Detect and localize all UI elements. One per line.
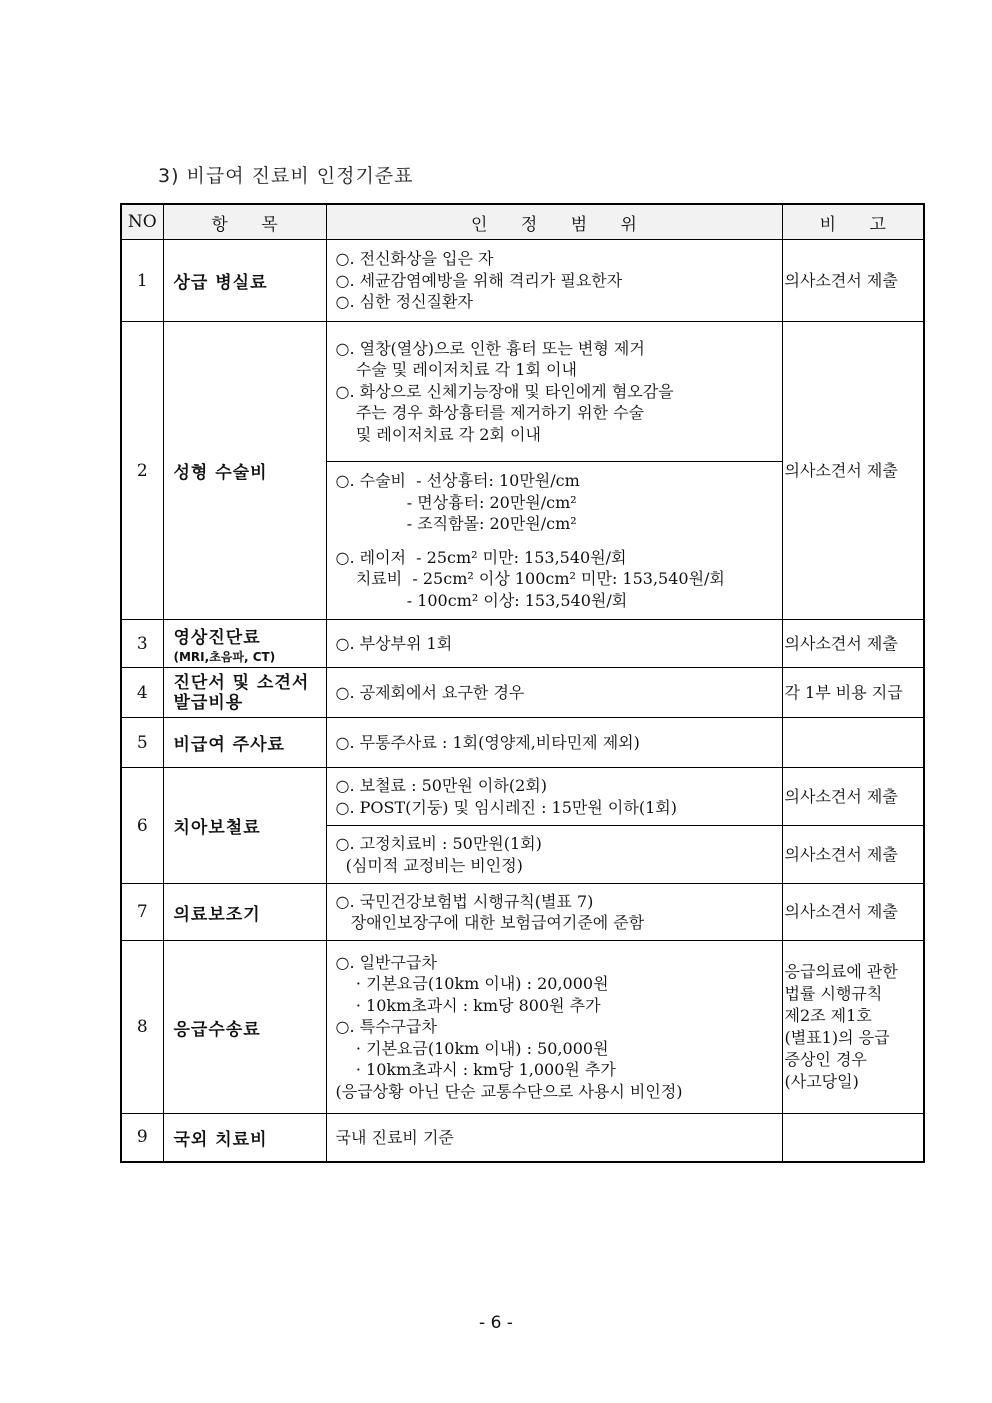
scope-line: 치료비 - 25cm² 이상 100cm² 미만: 153,540원/회 — [335, 569, 725, 588]
scope-line: 수술 및 레이저치료 각 1회 이내 — [335, 360, 577, 380]
row-note: 의사소견서 제출 — [782, 322, 924, 620]
table-row — [121, 240, 924, 322]
scope-line: ○. 특수구급차 — [335, 1017, 437, 1037]
scope-line: ○. 레이저 - 25cm² 미만: 153,540원/회 — [335, 547, 627, 567]
header-note: 비 고 — [782, 204, 924, 240]
row-scope-prosthesis — [326, 768, 782, 826]
scope-line: ○. 세균감염예방을 위해 격리가 필요한자 — [335, 270, 623, 290]
scope-line: ○. 무통주사료 : 1회(영양제,비타민제 제외) — [335, 732, 640, 752]
row-note: 의사소견서 제출 — [782, 768, 924, 826]
scope-spacer — [336, 535, 782, 547]
row-item: 진단서 및 소견서 발급비용 — [163, 668, 326, 718]
row-scope — [326, 884, 782, 941]
table-row — [121, 1114, 924, 1162]
row-no: 4 — [121, 668, 163, 718]
scope-line: ○. 일반구급차 — [335, 952, 437, 972]
scope-line: - 조직함몰: 20만원/cm² — [335, 514, 577, 533]
scope-line: ○. 수술비 - 선상흉터: 10만원/cm — [335, 471, 580, 490]
scope-line: · 기본요금(10km 이내) : 20,000원 — [335, 974, 609, 994]
row-no: 7 — [121, 884, 163, 941]
scope-line: (심미적 교정비는 비인정) — [335, 855, 523, 875]
scope-line: ○. 국민건강보험법 시행규칙(별표 7) — [335, 891, 594, 911]
row-note: 의사소견서 제출 — [782, 826, 924, 884]
scope-line: ○. 보철료 : 50만원 이하(2회) — [335, 776, 547, 795]
header-scope: 인 정 범 위 — [326, 204, 782, 240]
table-row — [121, 718, 924, 768]
table-row — [121, 884, 924, 941]
row-scope-surgery-fees — [326, 462, 782, 620]
row-item: 치아보철료 — [163, 768, 326, 884]
scope-line: 및 레이저치료 각 2회 이내 — [335, 424, 541, 444]
note-line: 제2조 제1호 — [784, 1006, 872, 1025]
row-note: 의사소견서 제출 — [782, 884, 924, 941]
scope-line: ○. 화상으로 신체기능장애 및 타인에게 혐오감을 — [335, 381, 674, 401]
table-row — [121, 322, 924, 462]
row-note — [782, 941, 924, 1114]
row-item: 비급여 주사료 — [163, 718, 326, 768]
header-item: 항 목 — [163, 204, 326, 240]
row-scope — [326, 1114, 782, 1162]
scope-line: ○. 공제회에서 요구한 경우 — [335, 682, 525, 702]
row-note: 의사소견서 제출 — [782, 620, 924, 668]
scope-line: · 기본요금(10km 이내) : 50,000원 — [335, 1038, 609, 1058]
scope-line: ○. 부상부위 1회 — [335, 633, 453, 653]
scope-line: · 10km초과시 : km당 800원 추가 — [335, 995, 601, 1015]
table-row — [121, 620, 924, 668]
scope-line: ○. 고정치료비 : 50만원(1회) — [335, 834, 542, 853]
header-no: NO — [121, 204, 163, 240]
row-item: 국외 치료비 — [163, 1114, 326, 1162]
row-scope — [326, 718, 782, 768]
table-header-row — [121, 204, 924, 240]
scope-line: - 면상흉터: 20만원/cm² — [335, 492, 577, 512]
note-line: 증상인 경우 — [784, 1050, 867, 1069]
scope-line: ○. 열창(열상)으로 인한 흉터 또는 변형 제거 — [335, 338, 645, 358]
note-line: (사고당일) — [784, 1072, 859, 1091]
scope-line: (응급상황 아닌 단순 교통수단으로 사용시 비인정) — [335, 1081, 683, 1101]
row-no: 2 — [121, 322, 163, 620]
scope-line: 국내 진료비 기준 — [335, 1127, 454, 1147]
non-covered-criteria-table — [120, 203, 925, 1163]
row-note — [782, 718, 924, 768]
scope-line: · 10km초과시 : km당 1,000원 추가 — [335, 1060, 616, 1080]
scope-line: - 100cm² 이상: 153,540원/회 — [335, 590, 628, 610]
table-row — [121, 768, 924, 826]
scope-line: 장애인보장구에 대한 보험급여기준에 준함 — [335, 913, 645, 932]
row-no: 1 — [121, 240, 163, 322]
row-no: 9 — [121, 1114, 163, 1162]
row-no: 6 — [121, 768, 163, 884]
scope-line: ○. POST(기둥) 및 임시레진 : 15만원 이하(1회) — [335, 797, 677, 817]
note-line: 법률 시행규칙 — [784, 984, 883, 1003]
row-no: 3 — [121, 620, 163, 668]
note-line: 응급의료에 관한 — [784, 962, 898, 981]
row-scope — [326, 240, 782, 322]
row-scope-surgery-criteria — [326, 322, 782, 462]
row-item: 성형 수술비 — [163, 322, 326, 620]
row-scope — [326, 941, 782, 1114]
row-no: 5 — [121, 718, 163, 768]
row-note — [782, 1114, 924, 1162]
scope-line: 주는 경우 화상흉터를 제거하기 위한 수술 — [335, 403, 645, 423]
item-sublabel: (MRI,초음파, CT) — [173, 649, 276, 664]
row-scope — [326, 620, 782, 668]
row-scope — [326, 668, 782, 718]
note-line: (별표1)의 응급 — [784, 1028, 890, 1047]
row-item: 응급수송료 — [163, 941, 326, 1114]
section-title: 3) 비급여 진료비 인정기준표 — [158, 165, 414, 187]
row-item: 의료보조기 — [163, 884, 326, 941]
table-row — [121, 941, 924, 1114]
scope-line: ○. 심한 정신질환자 — [335, 292, 473, 312]
row-item: 상급 병실료 — [163, 240, 326, 322]
row-item — [163, 620, 326, 668]
page-number: - 6 - — [479, 1313, 513, 1333]
item-label: 영상진단료 — [173, 627, 261, 648]
table-row — [121, 668, 924, 718]
scope-line: ○. 전신화상을 입은 자 — [335, 249, 494, 269]
row-no: 8 — [121, 941, 163, 1114]
row-note: 각 1부 비용 지급 — [782, 668, 924, 718]
row-note: 의사소견서 제출 — [782, 240, 924, 322]
row-scope-fixed-treatment — [326, 826, 782, 884]
